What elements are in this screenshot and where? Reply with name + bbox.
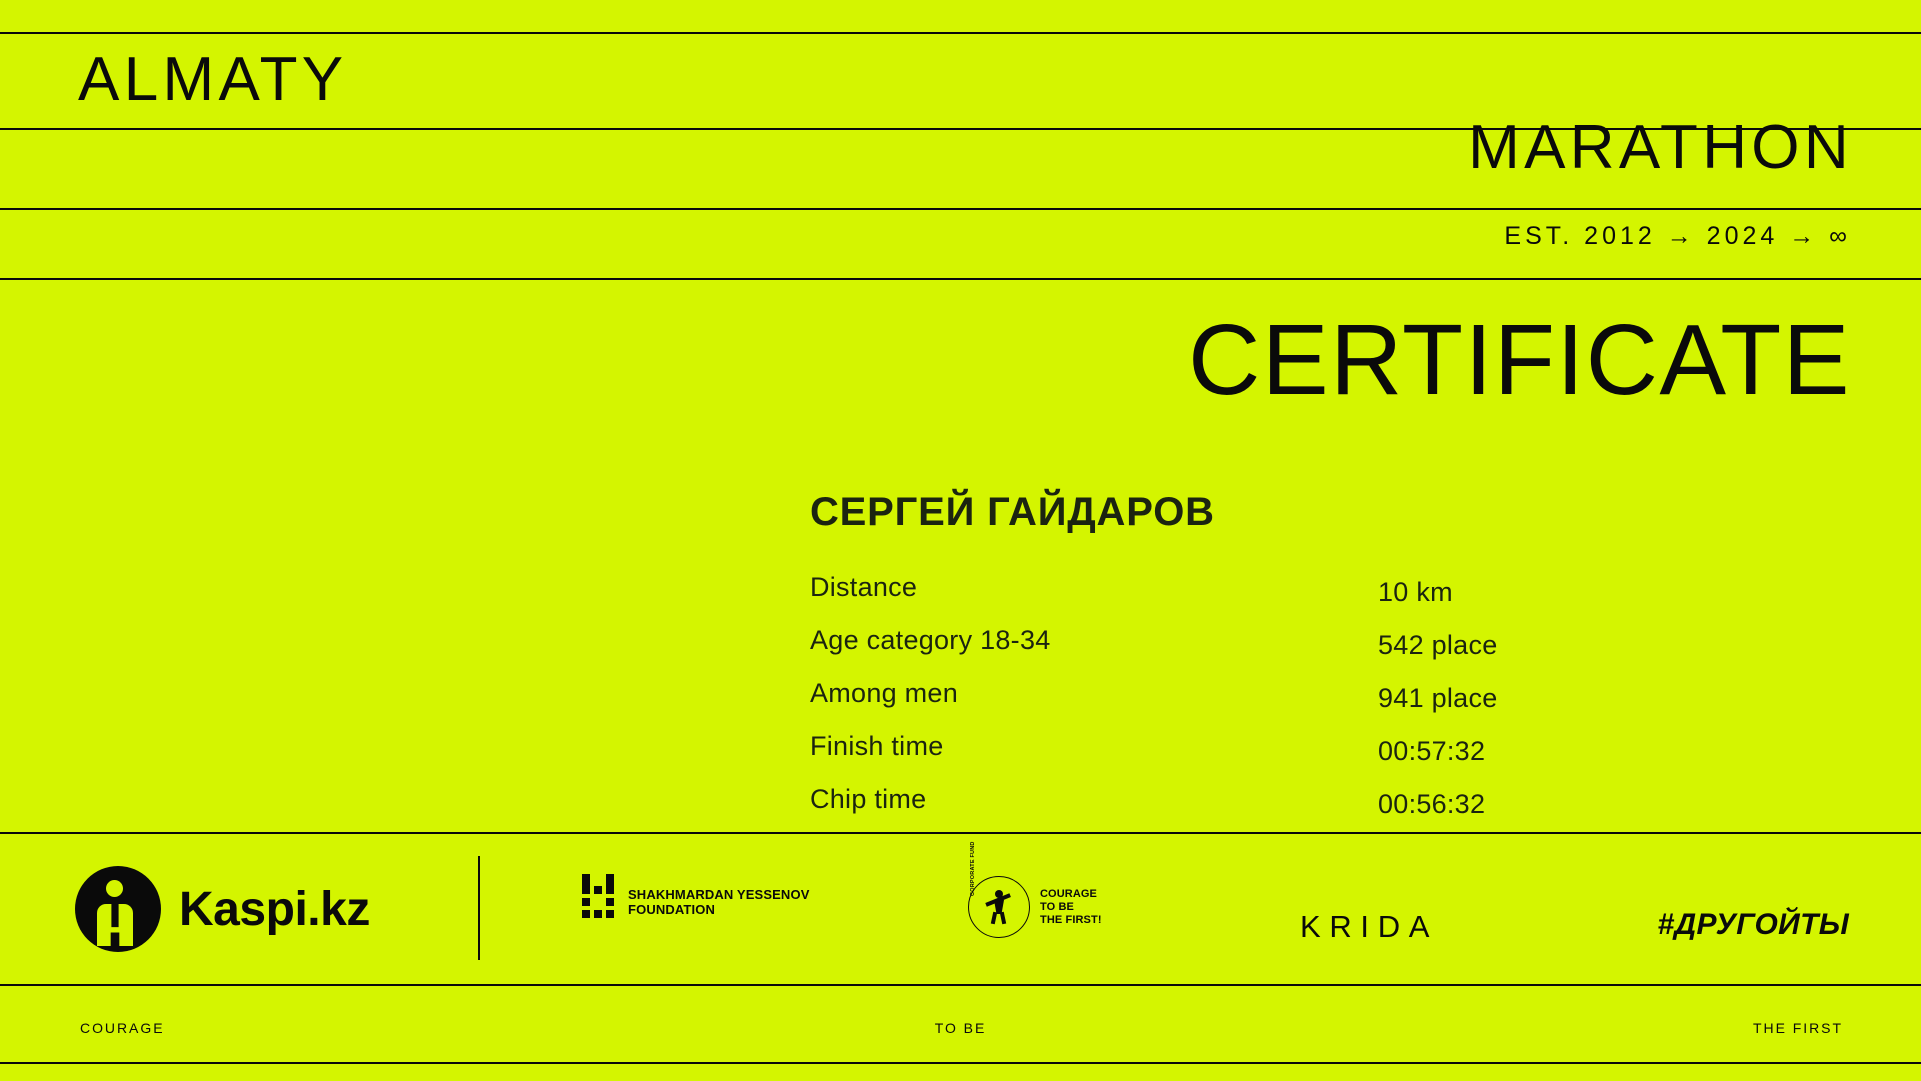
divider-line-1: [0, 32, 1921, 34]
brand-wordmark-almaty: ALMATY: [78, 45, 348, 114]
yessenov-logo-icon: [582, 886, 614, 918]
result-row: [810, 572, 1710, 625]
athlete-name: СЕРГЕЙ ГАЙДАРОВ: [810, 490, 1215, 534]
kaspi-logo-icon: [75, 866, 161, 952]
corporate-fund-arc-text: CORPORATE FUND: [970, 841, 976, 896]
results-list: [810, 572, 1710, 837]
sponsor-drugoyty-label: #ДРУГОЙТЫ: [1657, 908, 1849, 941]
yessenov-label-line2: FOUNDATION: [628, 902, 715, 917]
result-value: 00:57:32: [1378, 736, 1486, 766]
result-row: [810, 784, 1710, 837]
result-row: [810, 731, 1710, 784]
result-value: 10 km: [1378, 577, 1453, 607]
divider-line-4: [0, 278, 1921, 280]
yessenov-label-line1: SHAKHMARDAN YESSENOV: [628, 887, 810, 902]
result-value: 00:56:32: [1378, 789, 1486, 819]
corporate-fund-line1: COURAGE: [1040, 887, 1097, 900]
established-line: EST. 2012 → 2024 → ∞: [1504, 222, 1851, 250]
corporate-fund-line2: TO BE: [1040, 900, 1074, 913]
sponsor-yessenov: [582, 886, 810, 918]
result-row: [810, 678, 1710, 731]
footer-slogan-left: COURAGE: [80, 1020, 165, 1036]
sponsor-bar: [0, 834, 1921, 984]
result-label: Age category 18-34: [810, 625, 1051, 655]
footer-slogan-center: TO BE: [934, 1020, 987, 1036]
divider-line-3: [0, 208, 1921, 210]
sponsor-divider: [478, 856, 480, 960]
result-value: 941 place: [1378, 683, 1498, 713]
yessenov-label: [628, 887, 810, 917]
divider-line-6: [0, 984, 1921, 986]
result-label: Among men: [810, 678, 959, 708]
footer-slogan: [0, 1020, 1921, 1042]
corporate-fund-logo-icon: [968, 841, 1030, 938]
divider-line-7: [0, 1062, 1921, 1064]
brand-wordmark-marathon: MARATHON: [1468, 113, 1853, 182]
corporate-fund-line3: THE FIRST!: [1040, 913, 1102, 926]
corporate-fund-label: [1040, 888, 1102, 927]
page-title: CERTIFICATE: [1188, 304, 1851, 416]
result-label: Finish time: [810, 731, 944, 761]
sponsor-kaspi: [75, 866, 370, 952]
sponsor-krida-label: KRIDA: [1300, 909, 1439, 944]
result-row: [810, 625, 1710, 678]
result-value: 542 place: [1378, 630, 1498, 660]
sponsor-corporate-fund: [968, 841, 1102, 938]
footer-slogan-right: THE FIRST: [1753, 1020, 1843, 1036]
result-label: Distance: [810, 572, 918, 602]
result-label: Chip time: [810, 784, 927, 814]
kaspi-label: Kaspi.kz: [179, 882, 370, 936]
